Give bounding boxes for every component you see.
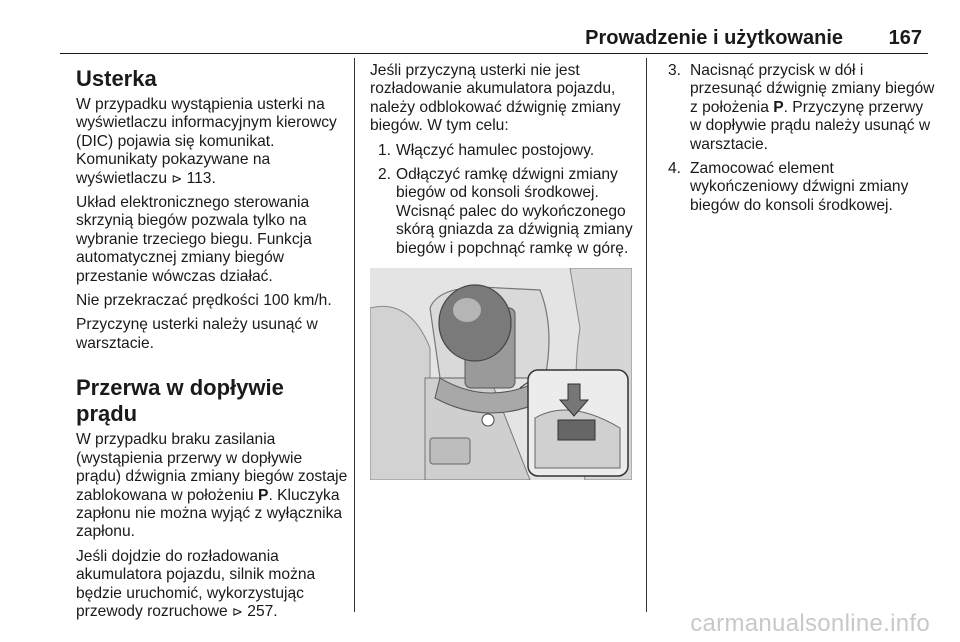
reference-arrow-icon: ⊳ [171,170,183,186]
list-item [370,142,638,160]
paragraph [76,548,348,622]
step-text: . Przyczynę przerwy w dopływie prądu należy usunąć w warsztacie. [690,98,931,153]
gear-position-p: P [258,486,269,504]
column-divider [646,58,647,612]
page-header [60,0,928,56]
paragraph: Przyczynę usterki należy usunąć w warsztacie. [76,316,318,352]
watermark: carmanualsonline.info [690,610,930,637]
section-heading-power-failure: Przerwa w dopływie prądu [76,375,284,427]
steps-list [370,142,638,258]
paragraph: Jeśli przyczyną usterki nie jest rozładowanie akumulatora pojazdu, należy odblokować dźwignię zmiany biegów. W tym celu: [370,62,621,135]
header-rule [60,53,928,54]
step-number: 4. [668,160,682,178]
step-text: Włączyć hamulec postojowy. [396,141,595,159]
column-divider [354,58,355,612]
paragraph [76,431,348,541]
list-item [668,160,938,215]
list-item [668,62,938,154]
paragraph: Układ elektronicznego sterowania skrzynią biegów pozwala tylko na wybranie trzeciego biegu. Funkcja automatycznej zmiany biegów przestanie wówczas działać. [76,194,312,285]
gear-position-p: P [773,98,784,116]
header-title: Prowadzenie i użytkowanie [585,27,843,49]
page-number: 167 [888,27,922,49]
paragraph-text: Jeśli dojdzie do rozładowania akumulatora pojazdu, silnik można będzie uruchomić, wykorzystując przewody rozruchowe [76,547,316,620]
column-middle [370,62,638,480]
paragraph-text: . Kluczyka zapłonu nie można wyjąć z wyłącznika zapłonu. [76,486,343,541]
step-number: 1. [378,141,392,159]
page-reference[interactable]: 113. [186,169,216,187]
reference-arrow-icon: ⊳ [232,603,243,619]
steps-list [668,62,938,215]
column-left [76,62,348,627]
column-right [668,62,938,221]
list-item [370,166,638,258]
gear-lever-drawing [370,268,632,480]
step-text: Zamocować element wykończeniowy dźwigni zmiany biegów do konsoli środkowej. [690,160,909,214]
step-text: Odłączyć ramkę dźwigni zmiany biegów od konsoli środkowej. Wcisnąć palec do wykończonego skórą gniazda za dźwignią zmiany biegów i popchnąć ramkę w górę. [396,166,633,257]
gear-lever-illustration [370,268,632,480]
paragraph-text: W przypadku braku zasilania (wystąpienia przerwy w dopływie prądu) dźwignia zmiany biegów zostaje zablokowana w położeniu [76,431,348,504]
paragraph [76,96,348,188]
step-number: 3. [668,62,682,79]
paragraph-text: W przypadku wystąpienia usterki na wyświetlaczu informacyjnym kierowcy (DIC) pojawia się komunikat. Komunikaty pokazywane na wyświetlaczu [76,96,337,187]
section-heading-fault: Usterka [76,66,157,91]
page-reference[interactable]: 257. [247,602,278,620]
step-number: 2. [378,166,392,184]
step-text: Nacisnąć przycisk w dół i przesunąć dźwignię zmiany biegów z położenia [690,62,935,116]
paragraph: Nie przekraczać prędkości 100 km/h. [76,292,332,310]
